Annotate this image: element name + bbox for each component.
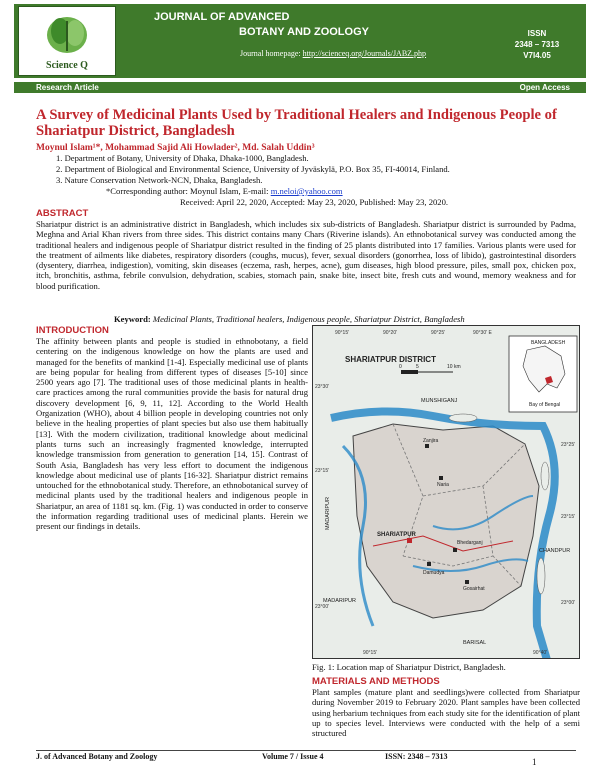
figure-caption: Fig. 1: Location map of Shariatpur District, Bangladesh.: [312, 662, 506, 672]
place-label-damudya: Damudya: [423, 570, 445, 576]
publication-dates: Received: April 22, 2020, Accepted: May 23, 2020, Published: May 23, 2020.: [180, 197, 449, 207]
methods-heading: MATERIALS AND METHODS: [312, 676, 440, 687]
corresponding-prefix: *Corresponding author: Moynul Islam, E-mail:: [106, 186, 271, 196]
journal-logo: [18, 6, 116, 76]
introduction-heading: INTRODUCTION: [36, 325, 109, 336]
keywords-label: Keyword:: [114, 314, 151, 324]
journal-title-line1: JOURNAL OF ADVANCED: [154, 11, 290, 23]
affiliation-item: 2. Department of Biological and Environmental Science, University of Jyväskylä, P.O. Box 35, FI-40014, Finland.: [56, 164, 450, 174]
place-label-madaripur-south: MADARIPUR: [323, 598, 357, 604]
tick-label: 90°20': [383, 330, 398, 336]
tick-label: 90°40': [533, 650, 548, 656]
article-type: Research Article: [36, 83, 99, 92]
scale-label: 10 km: [447, 364, 461, 370]
tick-label: 90°15': [363, 650, 378, 656]
affiliation-item: 3. Nature Conservation Network-NCN, Dhaka, Bangladesh.: [56, 175, 263, 185]
keywords-text: Medicinal Plants, Traditional healers, Indigenous people, Shariatpur District, Bangladesh: [150, 314, 465, 324]
homepage-link[interactable]: http://scienceq.org/Journals/JABZ.php: [302, 49, 427, 58]
journal-title-line2: BOTANY AND ZOOLOGY: [239, 26, 369, 38]
footer-issn: ISSN: 2348 – 7313: [385, 752, 448, 761]
tick-label: 23°00': [315, 604, 330, 610]
affiliation-list: [56, 153, 576, 186]
volume-code: V7I4.05: [523, 51, 551, 60]
place-label-munshiganj: MUNSHIGANJ: [421, 398, 458, 404]
inset-label: BANGLADESH: [531, 340, 566, 346]
journal-header: [14, 4, 586, 78]
place-label-barisal: BARISAL: [463, 640, 487, 646]
tick-label: 23°15': [561, 514, 576, 520]
issn-value: 2348 – 7313: [514, 40, 560, 49]
homepage-label: Journal homepage:: [240, 49, 301, 58]
place-label-naria: Naria: [437, 482, 449, 488]
affiliation-item: 1. Department of Botany, University of Dhaka, Dhaka-1000, Bangladesh.: [56, 153, 309, 163]
map-graphic: [313, 326, 580, 659]
location-map: [312, 325, 580, 659]
footer-journal: J. of Advanced Botany and Zoology: [36, 752, 158, 761]
scale-label: 0: [399, 364, 402, 370]
place-label-chandpur: CHANDPUR: [539, 548, 571, 554]
introduction-text: The affinity between plants and people is studied in ethnobotany, a field centering on the indigenous knowledge on how the plants are used and managed for the benefits of mankind [1-4]. Especially medicinal use of plants are being popular for healing from different types of diseases [5-10] since 2500 years ago [7]. The traditional uses of those medicinal plants in health-care practices among the rural communities provide the basis for natural drug discovery development [6, 9, 11, 12]. According to the World Health Organization (WHO), about 4 billion people in developing countries not only believe in the healing properties of plant species but also use them habitually [13]. With the modern civilization, traditional knowledge about medicinal plants turns such an increasingly fragmented knowledge, interrupted knowledge transmission from generation to generation [14, 15]. Contrast of South Asia, Bangladesh has very less effort to document the indigenous knowledge about medicinal use of plants [16-32]. Shariatpur district remains untouched for the ethnobotanical study. Therefore, an ethnobotanical survey of medicinal plants used by the traditional healers and indigenous people in Shariatpur, an area of 1181 sq. km. (Fig. 1) was conducted in order to conserve the information regarding traditional uses of medicinal plants. Herein we present our findings in details.: [36, 336, 308, 532]
issn-label: ISSN: [527, 29, 547, 38]
methods-text: Plant samples (mature plant and seedlings)were collected from Shariatpur during November 2019 to February 2020. Plant samples have been collected using herbarium techniques from each study site for the identification of plant up to species level. Interviews were conducted with the help of a semi structured: [312, 687, 581, 739]
open-access-label: Open Access: [519, 83, 570, 92]
abstract-heading: ABSTRACT: [36, 208, 89, 219]
place-label-bhedarganj: Bhedarganj: [457, 540, 483, 546]
author-list: Moynul Islam¹*, Mohammad Sajid Ali Howlader², Md. Salah Uddin³: [36, 143, 315, 153]
tick-label: 23°30': [315, 384, 330, 390]
keywords: [114, 314, 465, 324]
tick-label: 90°30' E: [473, 330, 492, 336]
journal-title: [154, 10, 454, 40]
place-label-shariatpur: SHARIATPUR: [377, 532, 416, 538]
place-label-gosairhat: Gosairhat: [463, 586, 485, 592]
footer-volume: Volume 7 / Issue 4: [262, 752, 324, 761]
tick-label: 23°15': [315, 468, 330, 474]
journal-homepage: [240, 49, 426, 58]
tick-label: 23°25': [561, 442, 576, 448]
inset-sea-label: Bay of Bengal: [529, 402, 561, 408]
tick-label: 23°00': [561, 600, 576, 606]
footer-divider: [36, 750, 576, 751]
tick-label: 90°25': [431, 330, 446, 336]
abstract-text: Shariatpur district is an administrative district in Bangladesh, which includes six sub-districts of Bangladesh. Shariatpur district is surrounded by Padma, Meghna and Arial Khan rivers from three sides. This district contains many Chars (Riverine islands). An ethnobotanical survey was conducted among the traditional healers and indigenous people of Shariatpur district resulted in the finding of 25 plants distributed into 17 families. Various plants were used for the treatment of ailments like diabetes, respiratory disorders (coughs, mucus), fever, sexual disorders (gonorrhea, loss of libido), gastrointestinal disorders (dysentery, diarrhea, indigestion), vomiting, skin diseases (eczema, rash, herpes, acne), gum diseases, high blood pressure, piles, small pox, chicken pox, itch, bronchitis, asthma, febrile convulsion, dehydration, scabies, stomach pain, snake bite, insect bite, fresh cuts and wound, memory weakness and for blood purification.: [36, 219, 576, 291]
logo-text: Science Q: [46, 60, 88, 71]
tick-label: 90°15': [335, 330, 350, 336]
email-link[interactable]: m.neloi@yahoo.com: [270, 186, 343, 196]
paper-title: A Survey of Medicinal Plants Used by Traditional Healers and Indigenous People of Shariatpur District, Bangladesh: [36, 107, 557, 139]
page-number: 1: [532, 757, 537, 767]
place-label-madaripur: MADARIPUR: [325, 496, 331, 530]
map-title: SHARIATPUR DISTRICT: [345, 355, 436, 364]
corresponding-author: [106, 186, 343, 196]
leaf-logo-icon: [38, 11, 96, 57]
place-label-zanjira: Zanjira: [423, 438, 439, 444]
issn-box: [488, 8, 586, 61]
scale-label: 5: [416, 364, 419, 370]
article-type-bar: [14, 82, 586, 93]
